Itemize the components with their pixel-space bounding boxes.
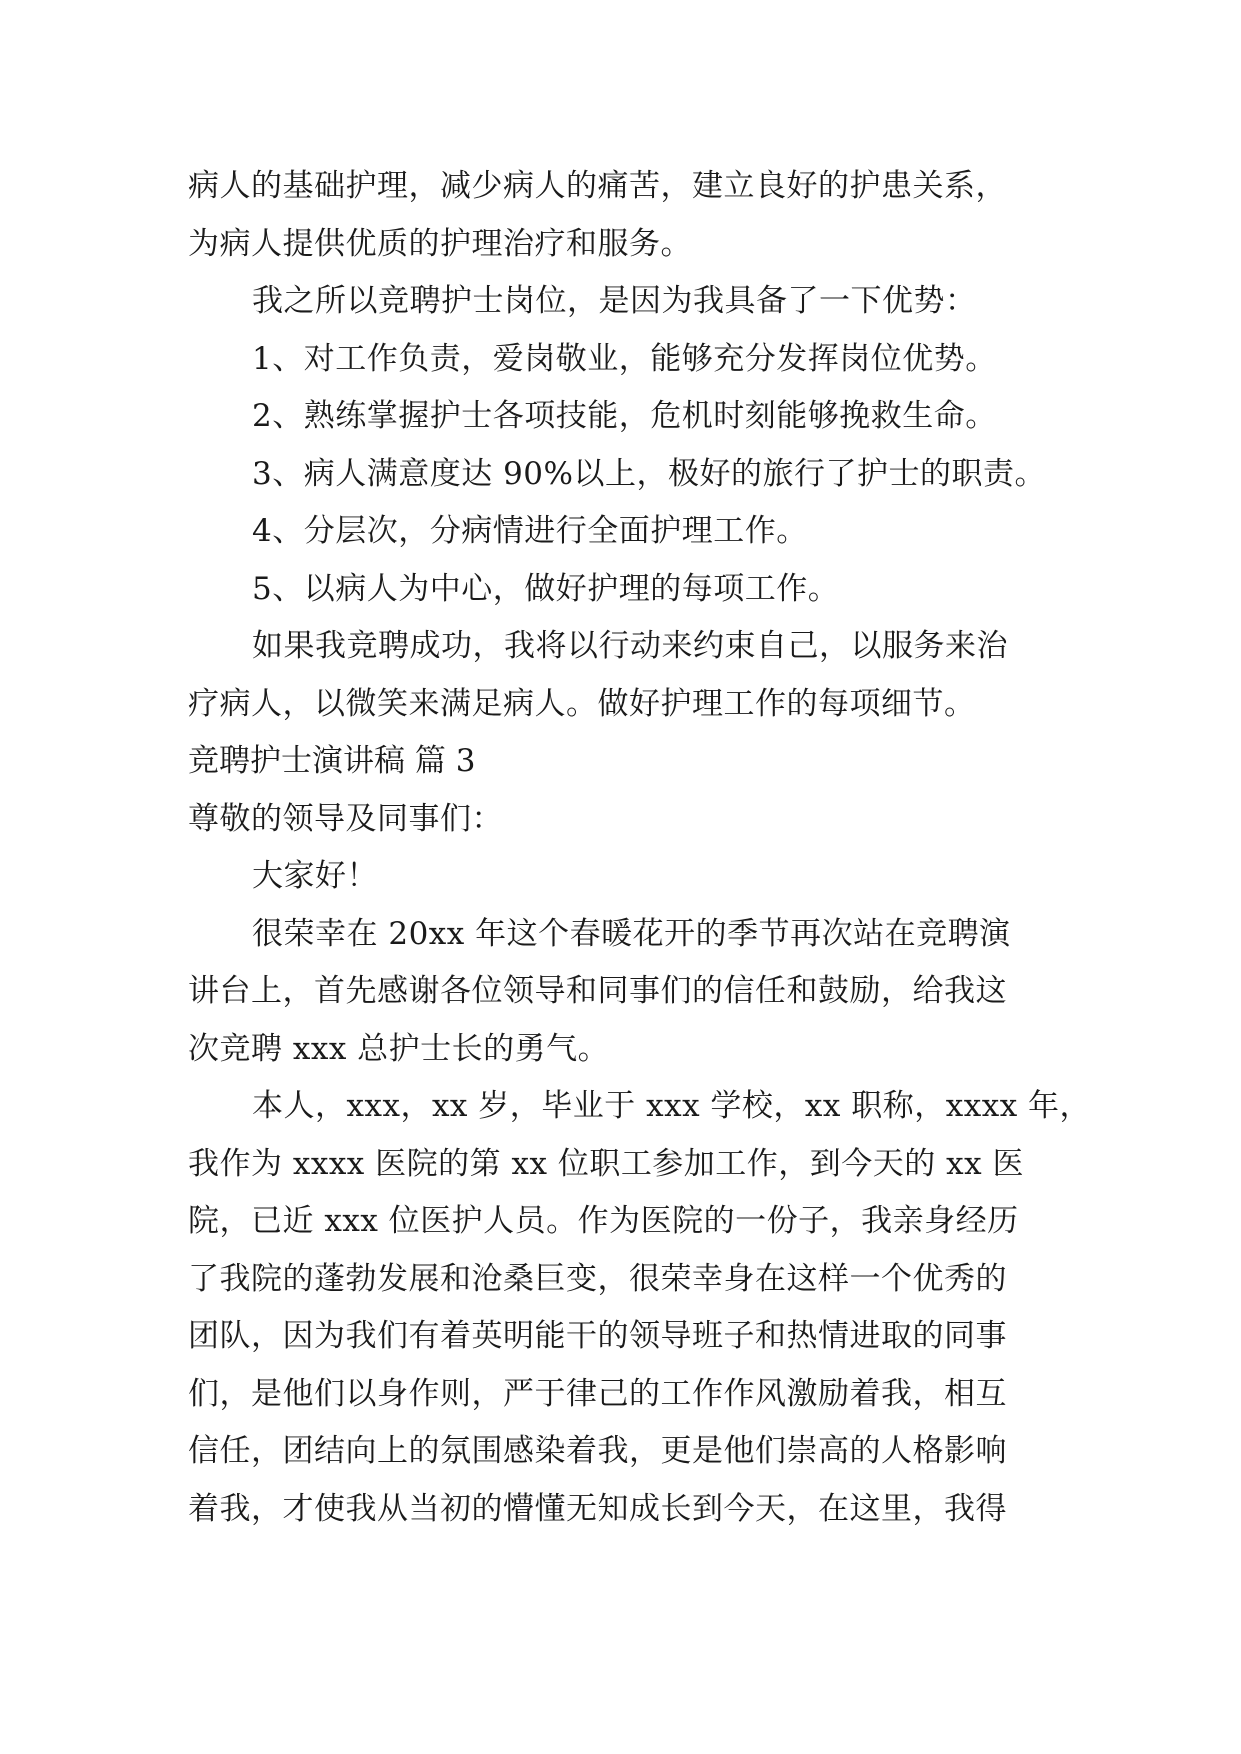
paragraph-line: 为病人提供优质的护理治疗和服务。 xyxy=(188,225,692,262)
paragraph-line: 院，已近 xxx 位医护人员。作为医院的一份子，我亲身经历 xyxy=(188,1203,1019,1239)
paragraph-line: 讲台上，首先感谢各位领导和同事们的信任和鼓励，给我这 xyxy=(188,973,1007,1009)
section-heading: 竞聘护士演讲稿 篇 3 xyxy=(188,743,476,779)
greeting: 大家好！ xyxy=(252,858,378,894)
paragraph-line: 着我，才使我从当初的懵懂无知成长到今天，在这里，我得 xyxy=(188,1490,1007,1527)
paragraph-line: 很荣幸在 20xx 年这个春暖花开的季节再次站在竞聘演 xyxy=(252,915,1011,952)
paragraph-line: 团队，因为我们有着英明能干的领导班子和热情进取的同事 xyxy=(188,1318,1007,1354)
list-item: 1、对工作负责，爱岗敬业，能够充分发挥岗位优势。 xyxy=(252,340,997,377)
list-item: 5、以病人为中心，做好护理的每项工作。 xyxy=(252,570,840,607)
paragraph-line: 了我院的蓬勃发展和沧桑巨变，很荣幸身在这样一个优秀的 xyxy=(188,1260,1007,1297)
paragraph-line: 信任，团结向上的氛围感染着我，更是他们崇高的人格影响 xyxy=(188,1433,1007,1469)
list-item: 2、熟练掌握护士各项技能，危机时刻能够挽救生命。 xyxy=(252,398,997,434)
document-body xyxy=(188,158,1092,1538)
paragraph-line: 我作为 xxxx 医院的第 xx 位职工参加工作，到今天的 xx 医 xyxy=(188,1145,1024,1182)
paragraph-line: 次竞聘 xxx 总护士长的勇气。 xyxy=(188,1030,610,1067)
list-item: 4、分层次，分病情进行全面护理工作。 xyxy=(252,513,808,549)
list-item: 3、病人满意度达 90%以上，极好的旅行了护士的职责。 xyxy=(252,455,1046,492)
paragraph-line: 如果我竞聘成功，我将以行动来约束自己，以服务来治 xyxy=(252,628,1008,664)
paragraph-line: 们，是他们以身作则，严于律己的工作作风激励着我，相互 xyxy=(188,1375,1007,1412)
salutation: 尊敬的领导及同事们： xyxy=(188,800,503,837)
paragraph-line: 病人的基础护理，减少病人的痛苦，建立良好的护患关系， xyxy=(188,168,1007,204)
paragraph-line: 疗病人，以微笑来满足病人。做好护理工作的每项细节。 xyxy=(188,685,976,722)
paragraph-line: 我之所以竞聘护士岗位，是因为我具备了一下优势： xyxy=(252,283,977,319)
paragraph-line: 本人，xxx，xx 岁，毕业于 xxx 学校，xx 职称，xxxx 年， xyxy=(252,1088,1092,1124)
